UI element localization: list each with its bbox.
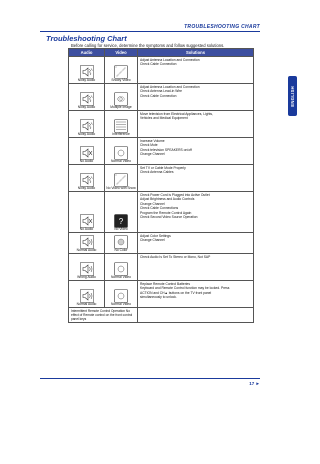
table-row	[69, 254, 254, 281]
solution-line: Check Cable Connection	[140, 62, 177, 67]
table-row	[69, 84, 254, 111]
solution-line: Check Cable Connection	[140, 93, 177, 98]
section-intro: Before calling for service, determine the symptoms and follow suggested solutions.	[71, 43, 225, 48]
troubleshooting-table	[68, 48, 254, 323]
no-video-snow-icon	[105, 173, 137, 187]
no-audio-icon	[69, 214, 104, 228]
audio-label: Normal Audio	[76, 301, 97, 306]
solution-line: Check Second Video Source Operation	[140, 215, 198, 220]
header-audio: Audio	[69, 49, 105, 57]
normal-audio-icon	[69, 289, 104, 303]
language-tab-label: ENGLISH	[290, 85, 295, 107]
solution-line: Adjust Brightness and Audio Controls	[140, 197, 195, 202]
solution-line: Move television from Electrical Appliances, Lights,	[140, 112, 213, 116]
solution-line: Increase Volume	[140, 139, 165, 143]
audio-cell	[69, 233, 105, 254]
normal-audio-icon	[69, 235, 104, 249]
table-row	[69, 233, 254, 254]
no-video-icon	[105, 214, 137, 228]
solutions-cell	[138, 165, 254, 192]
video-cell	[105, 281, 138, 308]
header-solutions: Solutions	[138, 49, 254, 57]
solution-line: Adjust Color Settings	[140, 234, 171, 238]
solution-line: Check Antenna Cables	[140, 170, 174, 175]
header-title: TROUBLESHOOTING CHART	[184, 24, 260, 30]
solution-line: Check television SPEAKERS on/off	[140, 147, 192, 152]
noisy-audio-icon	[69, 92, 104, 106]
video-cell	[105, 57, 138, 84]
solutions-cell	[138, 254, 254, 281]
solutions-cell	[138, 57, 254, 84]
solution-line: Change Channel	[140, 201, 165, 206]
video-label: Normal Video	[111, 301, 131, 306]
video-cell	[105, 233, 138, 254]
audio-label: Noisy Audio	[77, 77, 96, 82]
note-row	[69, 308, 254, 323]
solution-line: Check Mute	[140, 143, 158, 148]
audio-cell	[69, 57, 105, 84]
solution-line: Change Channel	[140, 152, 165, 157]
table-header-row	[69, 49, 254, 57]
header-rule	[40, 31, 260, 32]
audio-cell	[69, 111, 105, 138]
audio-label: Normal Audio	[76, 247, 97, 252]
video-cell	[105, 254, 138, 281]
solution-line: Check Power Cord is Plugged into Active Outlet	[140, 193, 210, 197]
video-cell	[105, 165, 138, 192]
audio-cell	[69, 165, 105, 192]
note-solution-empty	[138, 308, 254, 323]
solution-line: Keyboard and Remote Control function may be locked. Press	[140, 286, 230, 291]
video-label: No Video	[114, 226, 128, 231]
table-row	[69, 111, 254, 138]
video-label: No Video with Snow	[106, 185, 136, 190]
video-label: Normal Video	[111, 158, 131, 163]
solution-line: simultaneously to unlock.	[140, 295, 177, 300]
noisy-audio-icon	[69, 173, 104, 187]
solutions-cell	[138, 84, 254, 111]
solutions-cell	[138, 233, 254, 254]
video-label: No Color	[114, 247, 128, 252]
audio-label: Noisy Audio	[77, 104, 96, 109]
audio-label: Noisy Audio	[77, 131, 96, 136]
snowy-video-icon	[105, 65, 137, 79]
solution-line: Check Cable Connections	[140, 206, 179, 211]
noisy-audio-icon	[69, 65, 104, 79]
section-title: Troubleshooting Chart	[46, 34, 127, 43]
video-cell	[105, 192, 138, 233]
audio-label: Noisy Audio	[77, 185, 96, 190]
solution-line: Change Channel	[140, 238, 165, 243]
video-label: Snowy Video	[111, 77, 131, 82]
table-row	[69, 138, 254, 165]
footer-rule	[40, 378, 260, 379]
page-number: 17 ►	[249, 381, 260, 386]
table-row	[69, 281, 254, 308]
table-row	[69, 165, 254, 192]
audio-cell	[69, 281, 105, 308]
audio-cell	[69, 138, 105, 165]
solution-line: Adjust Antenna Location and Connection	[140, 58, 200, 62]
interference-icon	[105, 119, 137, 133]
solutions-cell	[138, 192, 254, 233]
video-cell	[105, 138, 138, 165]
solution-line: Check Audio Is Set To Stereo or Mono, Not SAP	[140, 255, 211, 259]
normal-video-icon	[105, 146, 137, 160]
solutions-cell	[138, 281, 254, 308]
audio-cell	[69, 84, 105, 111]
wrong-audio-icon	[69, 262, 104, 276]
multiple-image-icon	[105, 92, 137, 106]
solution-line: Set TV or Cable Mode Properly	[140, 166, 186, 170]
solution-line: ACTION and CH▲ buttons on the TV front panel	[140, 290, 212, 295]
solutions-cell	[138, 138, 254, 165]
audio-cell	[69, 254, 105, 281]
normal-video-icon	[105, 289, 137, 303]
table-row	[69, 192, 254, 233]
no-audio-icon	[69, 146, 104, 160]
noisy-audio-icon	[69, 119, 104, 133]
solution-line: Check Antenna Lead-in Wire	[140, 89, 182, 94]
table-row	[69, 57, 254, 84]
video-label: Multiple Image	[110, 104, 132, 109]
note-symptom: Intermittent Remote Control Operation No effect of Remote control on the front control panel keys	[69, 308, 138, 323]
header-video: Video	[105, 49, 138, 57]
audio-cell	[69, 192, 105, 233]
solution-line: Vehicles and Medical Equipment	[140, 116, 188, 121]
solutions-cell	[138, 111, 254, 138]
video-label: Interference	[112, 131, 130, 136]
audio-label: No Audio	[79, 226, 94, 231]
solution-line: Adjust Antenna Location and Connection	[140, 85, 200, 89]
normal-video-icon	[105, 262, 137, 276]
audio-label: Wrong Audio	[77, 274, 96, 279]
video-cell	[105, 84, 138, 111]
video-label: Normal Video	[111, 274, 131, 279]
language-tab[interactable]	[288, 76, 297, 116]
video-cell	[105, 111, 138, 138]
no-color-icon	[105, 235, 137, 249]
solution-line: Replace Remote Control Batteries	[140, 282, 191, 286]
solution-line: Program the Remote Control Again	[140, 210, 192, 215]
svg-text:?: ?	[118, 216, 124, 226]
audio-label: No Audio	[79, 158, 94, 163]
